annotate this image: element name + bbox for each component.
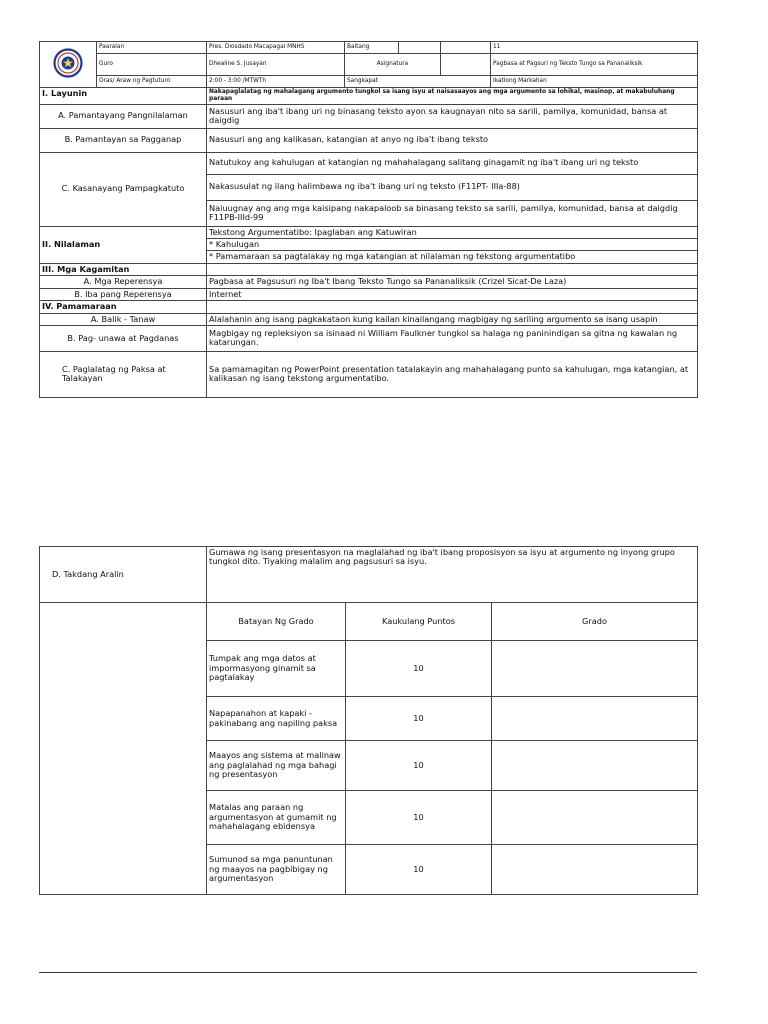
oras-value: 2:00 - 3:00 /MTWTh [207,76,345,88]
kasanayan-item: Naiuugnay ang ang mga kaisipang nakapaloob sa binasang teksto sa sarili, pamilya, komunidad, bansa at daigdig F11PB-IIId-99 [207,200,698,226]
kagamitan-a-text: Pagbasa at Pagsusuri ng Iba't Ibang Teksto Tungo sa Pananaliksik (Crizel Sicat-De Laza) [207,276,698,288]
pamamaraan-a-label: A. Balik - Tanaw [40,313,207,325]
rubric-points: 10 [346,845,492,895]
kagamitan-a-label: A. Mga Reperensya [40,276,207,288]
kagamitan-heading: III. Mga Kagamitan [40,263,207,275]
nilalaman-item: Tekstong Argumentatibo: Ipaglaban ang Katuwiran [207,226,698,238]
baitang-spacer-2 [441,42,491,54]
nilalaman-item: * Kahulugan [207,238,698,250]
rubric-grade[interactable] [492,697,698,741]
kasanayan-item: Natutukoy ang kahulugan at katangian ng mahahalagang salitang ginagamit ng iba't ibang uri ng teksto [207,152,698,174]
pamamaraan-heading: IV. Pamamaraan [40,301,207,313]
rubric-points: 10 [346,741,492,791]
nilalaman-heading: II. Nilalaman [40,226,207,263]
rubric-grade[interactable] [492,791,698,845]
sangkapat-label: Sangkapat [345,76,491,88]
rubric-points: 10 [346,641,492,697]
baitang-spacer-1 [399,42,441,54]
asignatura-spacer [441,54,491,76]
rubric-criteria: Maayos ang sistema at malinaw ang paglalahad ng mga bahagi ng presentasyon [207,741,346,791]
oras-label: Oras/ Araw ng Pagtuturo [97,76,207,88]
pamantayan-c-label: C. Kasanayang Pampagkatuto [40,152,207,226]
kagamitan-b-label: B. Iba pang Reperensya [40,288,207,300]
kagamitan-b-text: Internet [207,288,698,300]
asignatura-label: Asignatura [345,54,441,76]
asignatura-value: Pagbasa at Pagsuri ng Teksto Tungo sa Pananaliksik [491,54,698,76]
rubric-criteria: Napapanahon at kapaki - pakinabang ang napiling paksa [207,697,346,741]
lesson-plan-table [39,41,698,398]
rubric-grade[interactable] [492,845,698,895]
pamamaraan-b-label: B. Pag- unawa at Pagdanas [40,325,207,351]
nilalaman-item: * Pamamaraan sa pagtalakay ng mga katangian at nilalaman ng tekstong argumentatibo [207,251,698,263]
rubric-criteria: Matalas ang paraan ng argumentasyon at gumamit ng mahahalagang ebidensya [207,791,346,845]
school-logo [40,42,97,88]
rubric-grade[interactable] [492,741,698,791]
pamantayan-b-label: B. Pamantayan sa Pagganap [40,128,207,152]
guro-value: Dhealine S. Jusayan [207,54,345,76]
rubric-points: 10 [346,697,492,741]
pamantayan-b-text: Nasusuri ang ang kalikasan, katangian at anyo ng iba't ibang teksto [207,128,698,152]
rubric-header-criteria: Batayan Ng Grado [207,603,346,641]
rubric-grade[interactable] [492,641,698,697]
rubric-criteria: Sumunod sa mga panuntunan ng maayos na pagbibigay ng argumentasyon [207,845,346,895]
pamamaraan-heading-blank [207,301,698,313]
baitang-value: 11 [491,42,698,54]
rubric-header-grade: Grado [492,603,698,641]
takdang-aralin-text: Gumawa ng isang presentasyon na maglalahad ng iba't ibang proposisyon sa isyu at argumento ng inyong grupo tungkol dito. Tiyaking malalim ang pagsusuri sa isyu. [207,547,698,603]
paaralan-label: Paaralan [97,42,207,54]
layunin-text: Nakapaglalatag ng mahalagang argumento tungkol sa isang isyu at naisasaayos ang mga argumento sa lohikal, masinop, at makabuluhang paraan [207,88,698,105]
kasanayan-item: Nakasusulat ng ilang halimbawa ng iba't ibang uri ng teksto (F11PT- IIIa-88) [207,174,698,200]
sangkapat-value: Ikatlong Markahan [491,76,698,88]
rubric-left-blank [40,603,207,895]
takdang-aralin-label: D. Takdang Aralin [40,547,207,603]
baitang-label: Baitang [345,42,399,54]
pamamaraan-c-label [40,351,207,397]
school-seal-icon [53,48,83,78]
pamamaraan-b-text: Magbigay ng repleksiyon sa isinaad ni William Faulkner tungkol sa halaga ng paninindigan sa gitna ng kawalan ng katarungan. [207,325,698,351]
rubric-criteria: Tumpak ang mga datos at impormasyong ginamit sa pagtalakay [207,641,346,697]
takdang-aralin-table [39,546,698,895]
page-footer-divider [39,972,697,973]
pamamaraan-c-text: Sa pamamagitan ng PowerPoint presentation tatalakayin ang mahahalagang punto sa kahulugan, mga katangian, at kalikasan ng isang tekstong argumentatibo. [207,351,698,397]
pamantayan-a-text: Nasusuri ang iba't ibang uri ng binasang teksto ayon sa kaugnayan nito sa sarili, pamilya, komunidad, bansa at daigdig [207,104,698,128]
pamamaraan-c-label-text: C. Paglalatag ng Paksa at Talakayan [62,364,166,384]
rubric-points: 10 [346,791,492,845]
pamamaraan-a-text: Alalahanin ang isang pagkakataon kung kailan kinailangang magbigay ng sariling argumento sa isang usapin [207,313,698,325]
rubric-header-points: Kaukulang Puntos [346,603,492,641]
layunin-heading: I. Layunin [40,88,207,105]
guro-label: Guro [97,54,207,76]
pamantayan-a-label: A. Pamantayang Pangnilalaman [40,104,207,128]
kagamitan-heading-blank [207,263,698,275]
paaralan-value: Pres. Diosdado Macapagal MNHS [207,42,345,54]
